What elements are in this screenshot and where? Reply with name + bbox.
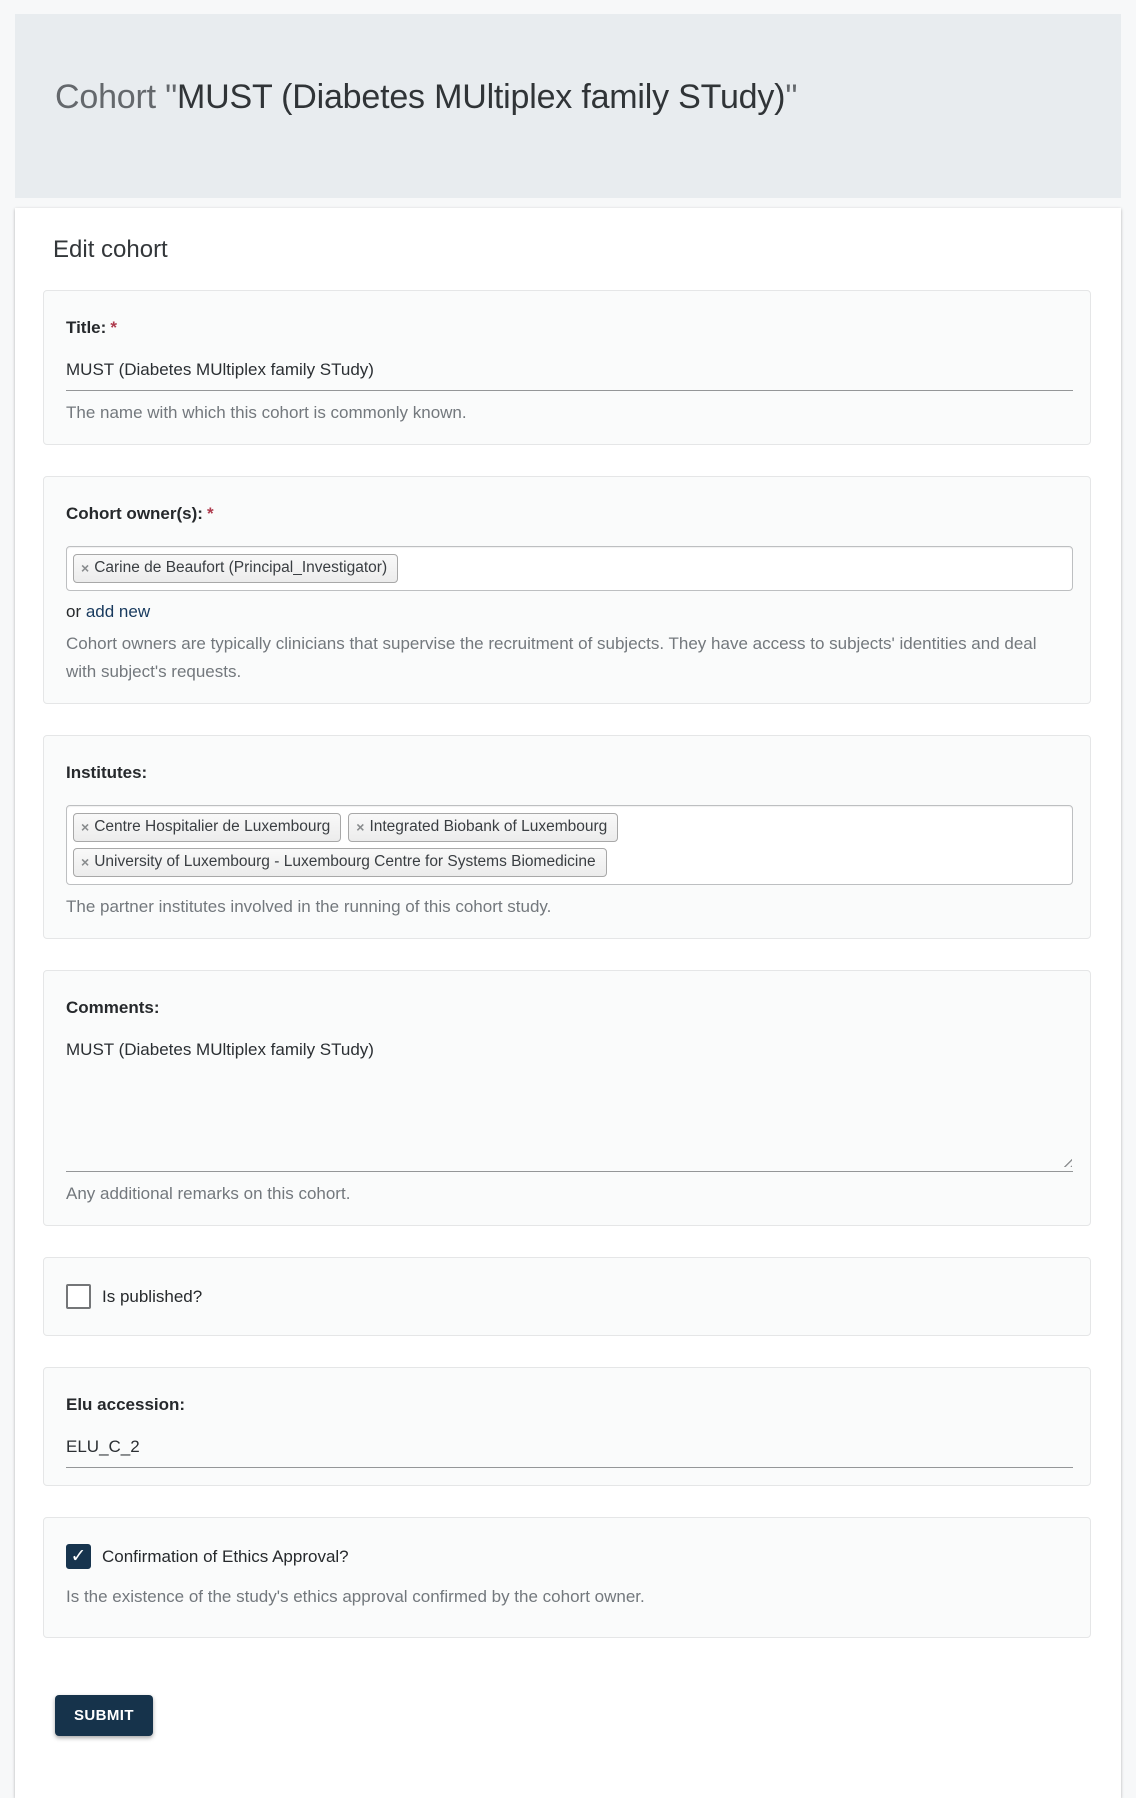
title-help-text: The name with which this cohort is commonly known. bbox=[66, 403, 467, 422]
ethics-help-text: Is the existence of the study's ethics approval confirmed by the cohort owner. bbox=[66, 1587, 645, 1606]
title-field-group bbox=[43, 290, 1091, 445]
comments-field-group bbox=[43, 970, 1091, 1226]
institutes-label: Institutes: bbox=[66, 763, 148, 782]
close-quote: " bbox=[785, 78, 798, 116]
required-asterisk: * bbox=[206, 504, 214, 523]
add-new-prefix: or bbox=[66, 602, 86, 621]
institute-tag[interactable] bbox=[73, 813, 341, 842]
elu-accession-field-group bbox=[43, 1367, 1091, 1486]
page-title-prefix: Cohort bbox=[55, 78, 166, 116]
institute-tag[interactable] bbox=[348, 813, 618, 842]
ethics-checkbox[interactable]: ✓ bbox=[66, 1544, 91, 1569]
owner-tag-label: Carine de Beaufort (Principal_Investigator) bbox=[94, 559, 388, 576]
is-published-label: Is published? bbox=[102, 1286, 203, 1306]
open-quote: " bbox=[165, 78, 177, 116]
ethics-field-group bbox=[43, 1517, 1091, 1638]
remove-tag-icon[interactable]: × bbox=[81, 854, 90, 870]
is-published-row bbox=[66, 1284, 1080, 1309]
comments-label: Comments: bbox=[66, 998, 160, 1017]
institute-tag[interactable] bbox=[73, 848, 607, 877]
comments-help-text: Any additional remarks on this cohort. bbox=[66, 1184, 351, 1203]
cohort-name: MUST (Diabetes MUltiplex family STudy) bbox=[176, 78, 786, 116]
remove-tag-icon[interactable]: × bbox=[356, 819, 365, 835]
institute-tag-label: Centre Hospitalier de Luxembourg bbox=[94, 818, 331, 835]
institutes-help-text: The partner institutes involved in the running of this cohort study. bbox=[66, 897, 552, 916]
institutes-field-group bbox=[43, 735, 1091, 939]
remove-tag-icon[interactable]: × bbox=[81, 560, 90, 576]
comments-value: MUST (Diabetes MUltiplex family STudy) bbox=[66, 1040, 374, 1059]
comments-textarea[interactable] bbox=[66, 1040, 1073, 1172]
institute-tag-label: University of Luxembourg - Luxembourg Centre for Systems Biomedicine bbox=[94, 853, 596, 870]
page-header bbox=[15, 14, 1121, 198]
ethics-label: Confirmation of Ethics Approval? bbox=[102, 1546, 349, 1566]
owners-help-text: Cohort owners are typically clinicians that supervise the recruitment of subjects. They have access to subjects' identities and deal with subject's requests. bbox=[66, 634, 1037, 681]
institutes-multiselect[interactable] bbox=[66, 805, 1073, 885]
page-title bbox=[55, 78, 1081, 117]
ethics-row bbox=[66, 1544, 1080, 1569]
owner-tag[interactable] bbox=[73, 554, 398, 583]
title-input[interactable]: MUST (Diabetes MUltiplex family STudy) bbox=[66, 360, 1073, 391]
resize-grip-icon[interactable] bbox=[1061, 1156, 1072, 1167]
submit-button[interactable]: SUBMIT bbox=[55, 1695, 153, 1736]
is-published-checkbox[interactable] bbox=[66, 1284, 91, 1309]
is-published-field-group bbox=[43, 1257, 1091, 1336]
card-heading: Edit cohort bbox=[53, 236, 168, 263]
edit-cohort-card bbox=[15, 208, 1121, 1798]
owners-field-group bbox=[43, 476, 1091, 704]
add-new-link[interactable]: add new bbox=[85, 602, 151, 621]
institute-tag-label: Integrated Biobank of Luxembourg bbox=[369, 818, 608, 835]
elu-accession-label: Elu accession: bbox=[66, 1395, 186, 1414]
owners-label: Cohort owner(s): * bbox=[66, 504, 214, 523]
required-asterisk: * bbox=[110, 318, 117, 337]
elu-accession-input[interactable]: ELU_C_2 bbox=[66, 1437, 1073, 1468]
add-new-row bbox=[66, 602, 1080, 622]
owners-multiselect[interactable] bbox=[66, 546, 1073, 591]
title-label: Title: * bbox=[66, 318, 117, 337]
remove-tag-icon[interactable]: × bbox=[81, 819, 90, 835]
